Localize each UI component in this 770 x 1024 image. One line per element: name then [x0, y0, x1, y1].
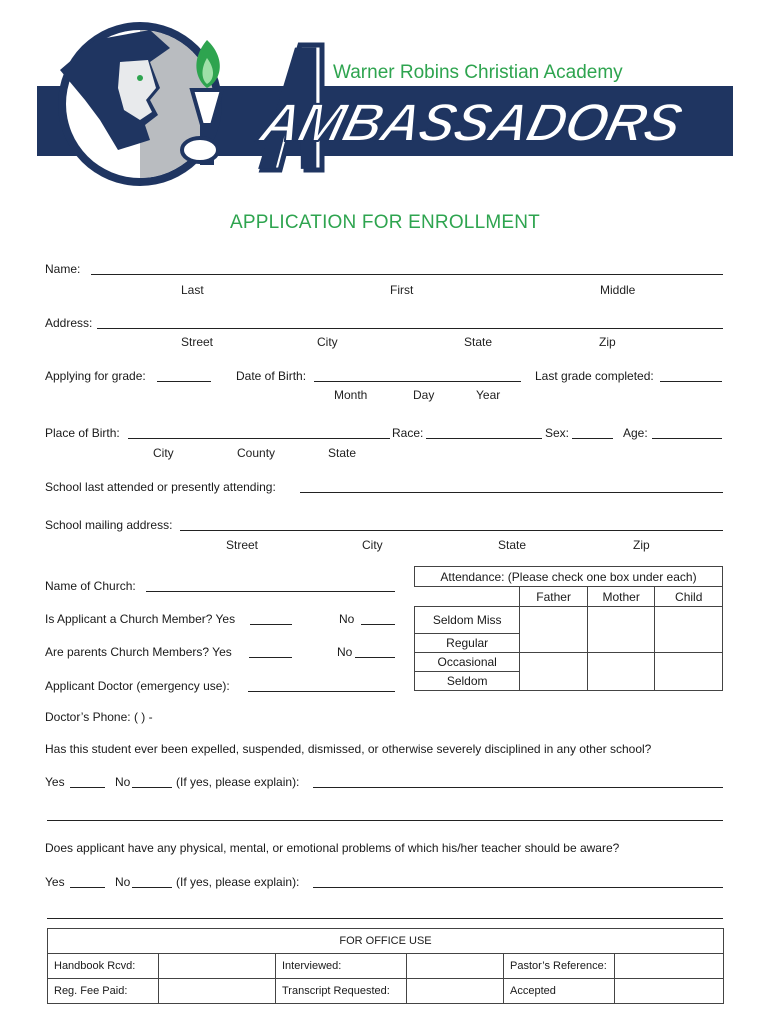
address-label: Address: [45, 316, 93, 330]
address-sub-zip: Zip [599, 335, 616, 349]
last-grade-line[interactable] [660, 381, 722, 382]
address-line[interactable] [97, 328, 723, 329]
attendance-row-occasional: Occasional [415, 653, 520, 672]
office-transcript-value[interactable] [407, 979, 504, 1004]
dob-sub-day: Day [413, 388, 435, 402]
office-pastor-ref-label: Pastor’s Reference: [504, 954, 615, 979]
race-line[interactable] [426, 438, 542, 439]
attendance-table [414, 566, 723, 691]
member-question: Is Applicant a Church Member? Yes [45, 612, 236, 626]
name-sub-last: Last [181, 283, 204, 297]
office-title: FOR OFFICE USE [48, 929, 724, 954]
member-yes-line[interactable] [250, 624, 292, 625]
problems-no-label: No [115, 875, 131, 889]
name-sub-first: First [390, 283, 414, 297]
grade-line[interactable] [157, 381, 211, 382]
attendance-title: Attendance: (Please check one box under each) [415, 567, 723, 587]
attendance-row-seldom-miss: Seldom Miss [415, 607, 520, 634]
doctor-line[interactable] [248, 691, 395, 692]
address-sub-street: Street [181, 335, 214, 349]
office-pastor-ref-value[interactable] [615, 954, 724, 979]
attendance-col-father: Father [520, 587, 588, 607]
school-mail-sub-state: State [498, 538, 527, 552]
office-accepted-label: Accepted [504, 979, 615, 1004]
problems-explain-line[interactable] [313, 887, 723, 888]
attendance-corner [415, 587, 520, 607]
dob-sub-year: Year [476, 388, 501, 402]
church-line[interactable] [146, 591, 395, 592]
parents-yes-line[interactable] [249, 657, 292, 658]
attendance-cell[interactable] [520, 607, 588, 653]
school-last-line[interactable] [300, 492, 723, 493]
school-mail-sub-street: Street [226, 538, 259, 552]
school-mail-sub-zip: Zip [633, 538, 650, 552]
problems-question: Does applicant have any physical, mental, or emotional problems of which his/her teacher should be aware? [45, 841, 620, 855]
attendance-cell[interactable] [587, 653, 655, 691]
office-transcript-label: Transcript Requested: [276, 979, 407, 1004]
office-accepted-value[interactable] [615, 979, 724, 1004]
office-handbook-label: Handbook Rcvd: [48, 954, 159, 979]
dob-sub-month: Month [334, 388, 368, 402]
pob-sub-city: City [153, 446, 174, 460]
sex-label: Sex: [545, 426, 570, 440]
parents-no-label: No [337, 645, 353, 659]
form-title: APPLICATION FOR ENROLLMENT [230, 212, 540, 233]
doctor-label: Applicant Doctor (emergency use): [45, 679, 230, 693]
school-mail-sub-city: City [362, 538, 383, 552]
attendance-cell[interactable] [520, 653, 588, 691]
address-sub-state: State [464, 335, 493, 349]
problems-yes-label: Yes [45, 875, 65, 889]
dob-line[interactable] [314, 381, 521, 382]
age-line[interactable] [652, 438, 722, 439]
expelled-yes-label: Yes [45, 775, 65, 789]
expelled-explain-line-2[interactable] [47, 820, 723, 821]
expelled-no-label: No [115, 775, 131, 789]
problems-explain-line-2[interactable] [47, 918, 723, 919]
expelled-explain-line[interactable] [313, 787, 723, 788]
pob-sub-county: County [237, 446, 276, 460]
office-use-table [47, 928, 724, 1004]
pob-sub-state: State [328, 446, 357, 460]
member-no-label: No [339, 612, 355, 626]
race-label: Race: [392, 426, 424, 440]
problems-yes-line[interactable] [70, 887, 105, 888]
office-reg-fee-label: Reg. Fee Paid: [48, 979, 159, 1004]
school-mail-label: School mailing address: [45, 518, 173, 532]
parents-no-line[interactable] [355, 657, 395, 658]
attendance-cell[interactable] [587, 607, 655, 653]
attendance-row-seldom: Seldom [415, 672, 520, 691]
mascot-word: AMBASSADORS [254, 93, 688, 153]
name-line[interactable] [91, 274, 723, 275]
pob-line[interactable] [128, 438, 390, 439]
expelled-yes-line[interactable] [70, 787, 105, 788]
member-no-line[interactable] [361, 624, 395, 625]
sex-line[interactable] [572, 438, 613, 439]
expelled-no-line[interactable] [132, 787, 172, 788]
church-label: Name of Church: [45, 579, 136, 593]
office-handbook-value[interactable] [159, 954, 276, 979]
expelled-explain-label: (If yes, please explain): [176, 775, 300, 789]
school-mail-line[interactable] [180, 530, 723, 531]
age-label: Age: [623, 426, 648, 440]
school-last-label: School last attended or presently attending: [45, 480, 276, 494]
attendance-row-regular: Regular [415, 634, 520, 653]
doctor-phone-label: Doctor’s Phone: ( ) - [45, 710, 153, 724]
grade-label: Applying for grade: [45, 369, 146, 383]
address-sub-city: City [317, 335, 338, 349]
office-interviewed-label: Interviewed: [276, 954, 407, 979]
expelled-question: Has this student ever been expelled, suspended, dismissed, or otherwise severely disciplined in any other school? [45, 742, 652, 756]
attendance-cell[interactable] [655, 653, 723, 691]
problems-no-line[interactable] [132, 887, 172, 888]
office-reg-fee-value[interactable] [159, 979, 276, 1004]
problems-explain-label: (If yes, please explain): [176, 875, 300, 889]
parents-question: Are parents Church Members? Yes [45, 645, 232, 659]
dob-label: Date of Birth: [236, 369, 307, 383]
school-name: Warner Robins Christian Academy [333, 62, 623, 83]
header-logo [0, 0, 770, 200]
attendance-cell[interactable] [655, 607, 723, 653]
pob-label: Place of Birth: [45, 426, 120, 440]
last-grade-label: Last grade completed: [535, 369, 654, 383]
attendance-col-child: Child [655, 587, 723, 607]
name-label: Name: [45, 262, 81, 276]
attendance-col-mother: Mother [587, 587, 655, 607]
office-interviewed-value[interactable] [407, 954, 504, 979]
name-sub-middle: Middle [600, 283, 636, 297]
